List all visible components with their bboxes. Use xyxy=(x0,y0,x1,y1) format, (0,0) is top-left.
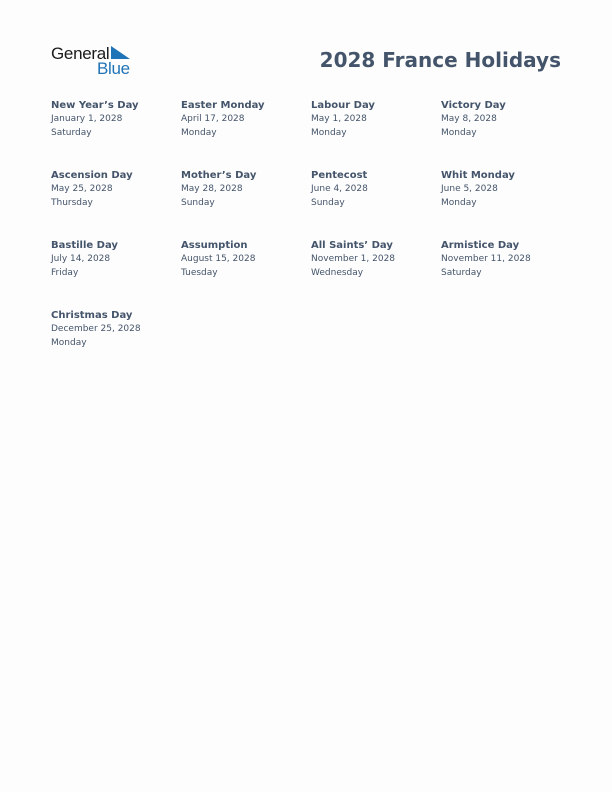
holiday-name: Bastille Day xyxy=(51,240,118,251)
holiday-item xyxy=(51,239,179,280)
holiday-name: Christmas Day xyxy=(51,310,133,321)
holiday-date: November 1, 2028 xyxy=(311,254,396,264)
holiday-date: November 11, 2028 xyxy=(441,254,531,264)
holiday-name: Whit Monday xyxy=(441,170,515,181)
holiday-item xyxy=(51,99,179,140)
logo-triangle-icon xyxy=(111,46,131,60)
logo-word-blue: Blue xyxy=(97,59,130,78)
holiday-weekday: Monday xyxy=(51,338,87,348)
holiday-item xyxy=(311,169,439,210)
holiday-name: All Saints’ Day xyxy=(311,240,393,251)
holiday-weekday: Saturday xyxy=(441,268,482,278)
holiday-item xyxy=(51,309,179,350)
holiday-name: Labour Day xyxy=(311,100,375,111)
holiday-weekday: Sunday xyxy=(181,198,215,208)
holiday-name: Armistice Day xyxy=(441,240,520,251)
holiday-name: Pentecost xyxy=(311,170,368,181)
holiday-weekday: Monday xyxy=(441,128,477,138)
holiday-item xyxy=(181,169,309,210)
holiday-weekday: Saturday xyxy=(51,128,92,138)
holiday-weekday: Monday xyxy=(181,128,217,138)
holiday-date: May 8, 2028 xyxy=(441,114,497,124)
holiday-date: April 17, 2028 xyxy=(181,114,245,124)
holiday-name: Ascension Day xyxy=(51,170,133,181)
holiday-date: May 28, 2028 xyxy=(181,184,243,194)
holiday-date: May 25, 2028 xyxy=(51,184,113,194)
holiday-item xyxy=(51,169,179,210)
holiday-name: Easter Monday xyxy=(181,100,265,111)
holiday-weekday: Sunday xyxy=(311,198,345,208)
holiday-date: December 25, 2028 xyxy=(51,324,141,334)
holiday-item xyxy=(311,239,439,280)
holiday-weekday: Monday xyxy=(311,128,347,138)
holiday-item xyxy=(441,99,569,140)
holiday-name: Assumption xyxy=(181,240,248,251)
holiday-date: January 1, 2028 xyxy=(51,114,123,124)
holiday-date: June 5, 2028 xyxy=(441,184,498,194)
generalblue-logo xyxy=(51,44,141,78)
holiday-date: August 15, 2028 xyxy=(181,254,256,264)
holiday-name: Mother’s Day xyxy=(181,170,257,181)
holiday-item xyxy=(311,99,439,140)
holiday-weekday: Tuesday xyxy=(181,268,218,278)
holiday-date: May 1, 2028 xyxy=(311,114,367,124)
holiday-name: Victory Day xyxy=(441,100,506,111)
holiday-date: June 4, 2028 xyxy=(311,184,368,194)
logo-word-general: General xyxy=(51,44,110,63)
holiday-weekday: Monday xyxy=(441,198,477,208)
holiday-date: July 14, 2028 xyxy=(51,254,111,264)
holiday-name: New Year’s Day xyxy=(51,100,139,111)
holiday-weekday: Wednesday xyxy=(311,268,364,278)
holiday-item xyxy=(441,169,569,210)
holiday-item xyxy=(181,239,309,280)
holiday-weekday: Friday xyxy=(51,268,79,278)
holiday-weekday: Thursday xyxy=(51,198,93,208)
holiday-item xyxy=(441,239,569,280)
page-title: 2028 France Holidays xyxy=(319,48,561,72)
holiday-item xyxy=(181,99,309,140)
